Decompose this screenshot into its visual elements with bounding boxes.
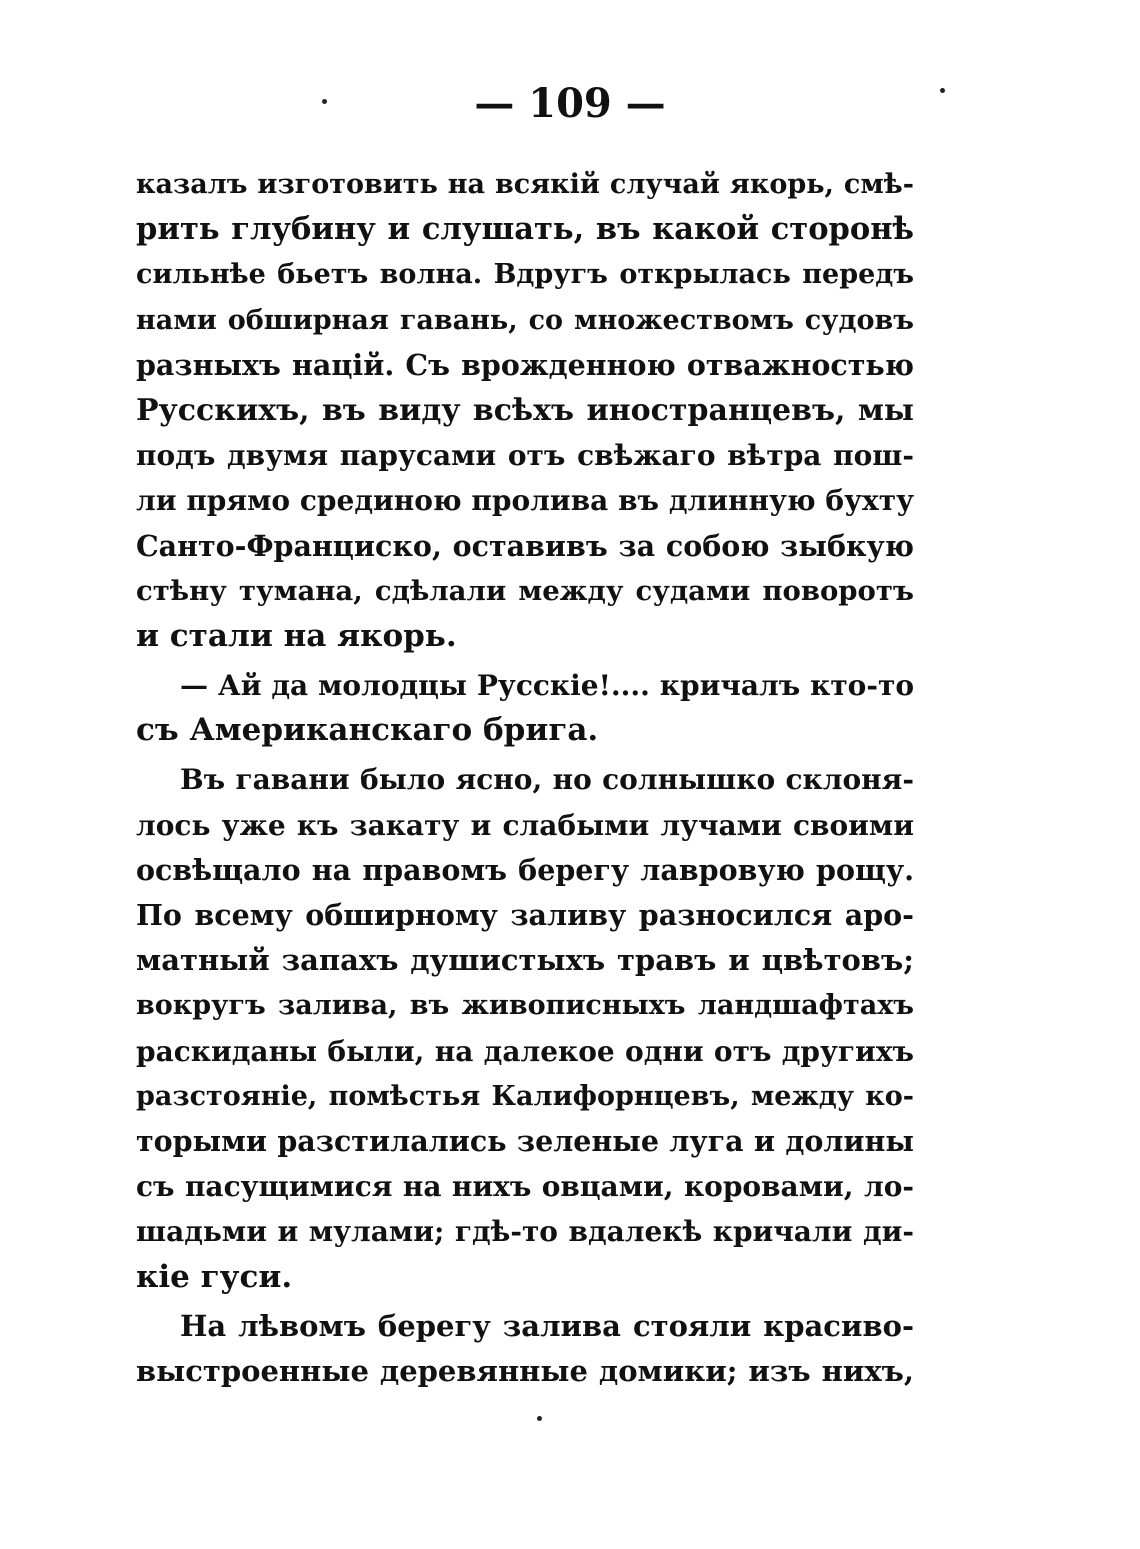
scan-speck (322, 99, 327, 104)
scan-speck (537, 1416, 542, 1421)
text-line: освѣщало на правомъ берегу лавровую рощу. (136, 852, 914, 887)
text-line: раскиданы были, на далекое одни отъ другихъ (136, 1034, 914, 1068)
text-line: разстояніе, помѣстья Калифорнцевъ, между ко- (136, 1080, 914, 1112)
text-line: По всему обширному заливу разносился аро- (136, 898, 914, 932)
paragraph (136, 663, 914, 753)
text-line: и стали на якорь. (136, 617, 457, 654)
text-line: подъ двумя парусами отъ свѣжаго вѣтра пош- (136, 439, 914, 473)
text-line: разныхъ націй. Съ врожденною отважностью (136, 347, 914, 382)
text-line: На лѣвомъ берегу залива стояли красиво- (180, 1308, 914, 1343)
paragraph (136, 162, 914, 659)
paragraph (136, 757, 914, 1299)
text-line: матный запахъ душистыхъ травъ и цвѣтовъ; (136, 943, 914, 978)
scan-speck (940, 88, 945, 93)
text-line: ли прямо срединою пролива въ длинную бухту (136, 484, 914, 518)
paragraph (136, 1304, 914, 1394)
text-line: Русскихъ, въ виду всѣхъ иностранцевъ, мы (136, 392, 914, 428)
text-line: лось уже къ закату и слабыми лучами своими (136, 808, 914, 842)
text-line: Въ гавани было ясно, но солнышко склоня- (180, 763, 914, 797)
text-line: вокругъ залива, въ живописныхъ ландшафтахъ (136, 990, 914, 1022)
text-line: стѣну тумана, сдѣлали между судами поворотъ (136, 574, 914, 607)
text-line: кіе гуси. (136, 1258, 293, 1295)
text-line: сильнѣе бьетъ волна. Вдругъ открылась передъ (136, 259, 914, 291)
page-number: — 109 — (474, 80, 666, 127)
body-text (136, 162, 914, 1394)
text-line: торыми разстилались зеленые луга и долины (136, 1123, 914, 1158)
text-line: рить глубину и слушать, въ какой сторонѣ (136, 211, 914, 248)
text-line: шадьми и мулами; гдѣ-то вдалекѣ кричали ди- (136, 1215, 914, 1249)
text-line: выстроенные деревянные домики; изъ нихъ, (136, 1353, 914, 1388)
text-line: — Ай да молодцы Русскіе!.... кричалъ кто-то (180, 669, 914, 703)
text-line: съ пасущимися на нихъ овцами, коровами, ло- (136, 1170, 914, 1204)
text-line: казалъ изготовить на всякій случай якорь, смѣ- (136, 169, 914, 200)
text-line: Санто-Франциско, оставивъ за собою зыбкую (136, 528, 914, 563)
text-line: нами обширная гавань, со множествомъ судовъ (136, 304, 914, 336)
text-line: съ Американскаго брига. (136, 712, 599, 749)
